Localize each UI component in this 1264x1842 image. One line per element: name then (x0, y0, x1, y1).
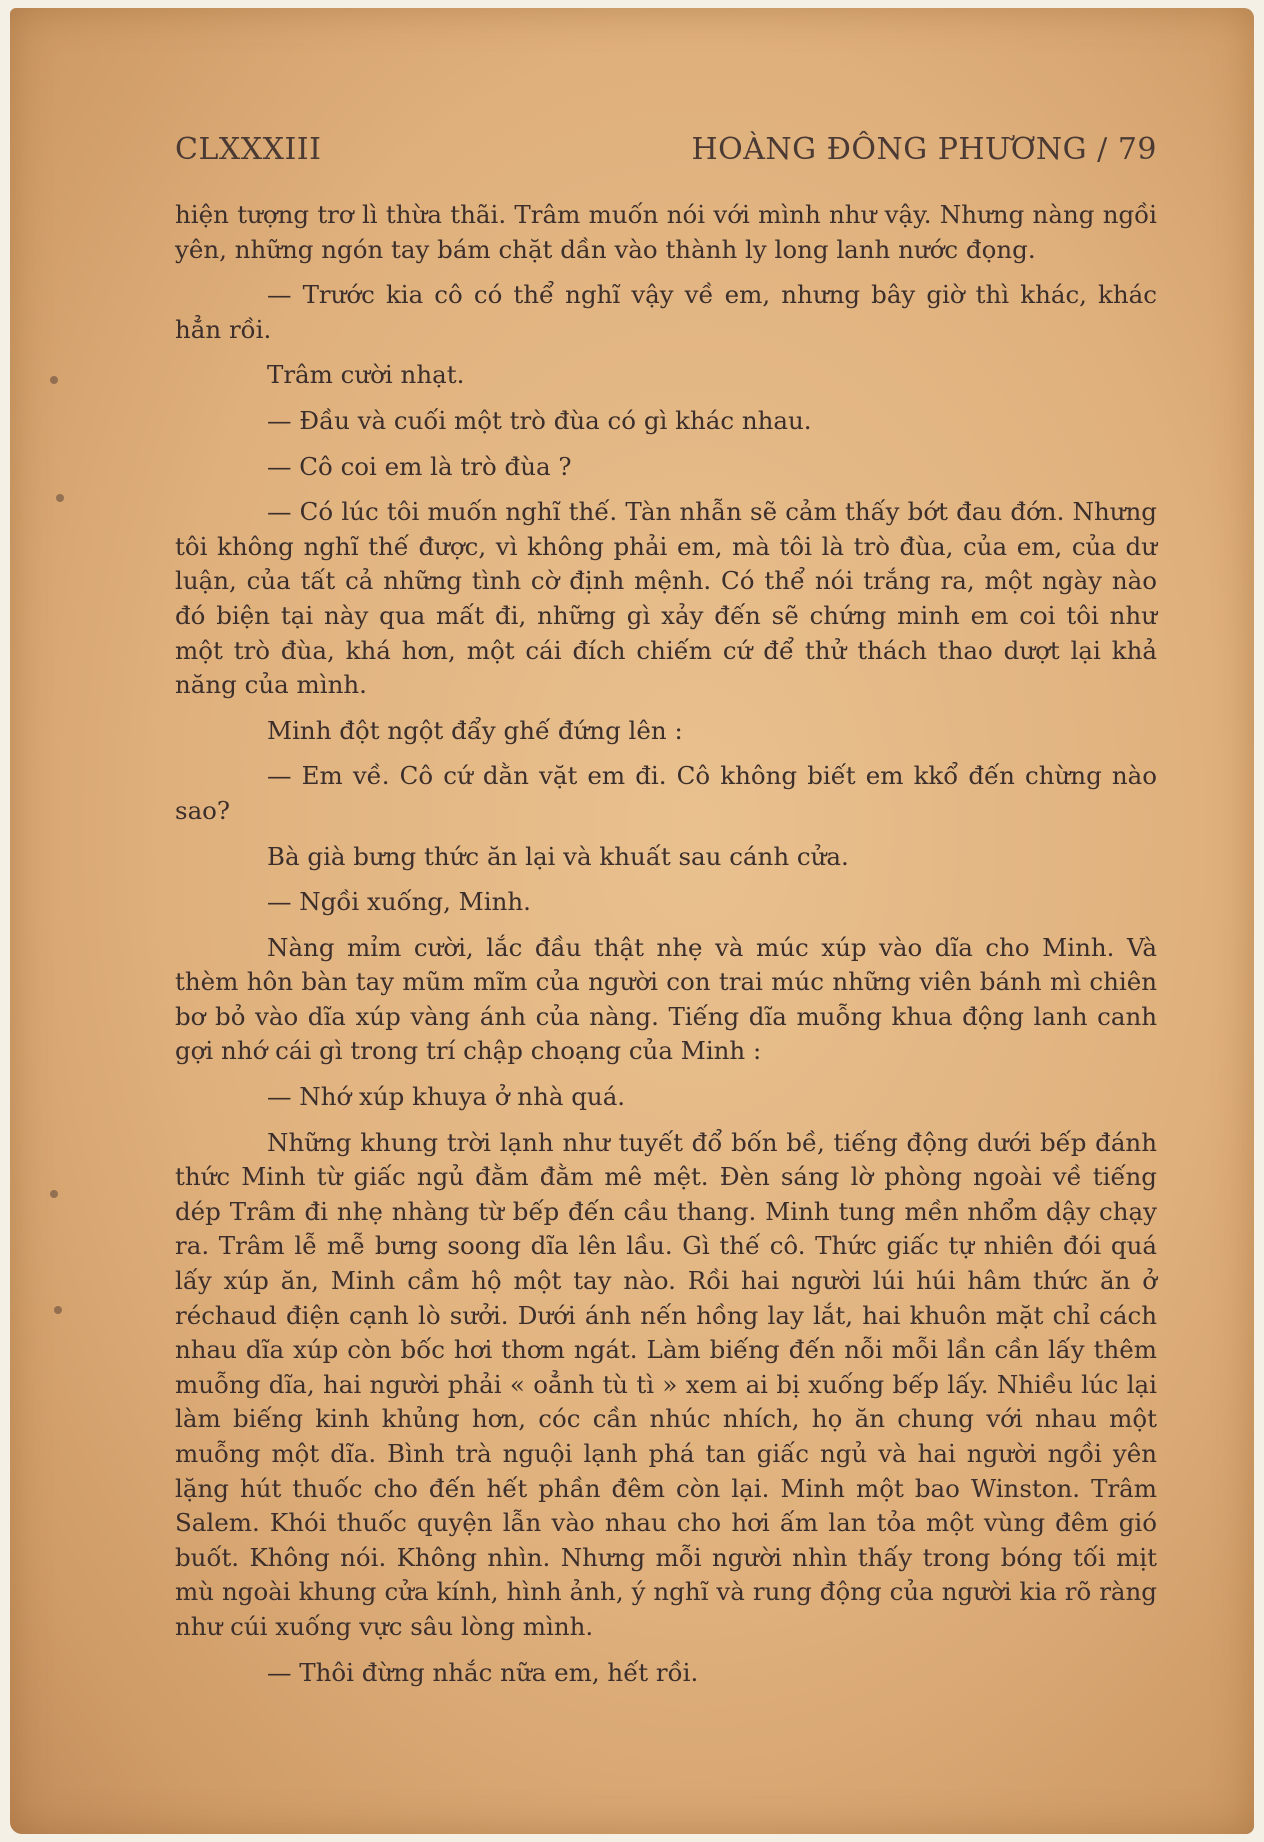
paragraph: — Đầu và cuối một trò đùa có gì khác nhau. (267, 405, 812, 435)
paragraph: — Thôi đừng nhắc nữa em, hết rồi. (267, 1657, 699, 1687)
ink-speck (54, 1306, 62, 1314)
paragraph: — Cô coi em là trò đùa ? (267, 451, 572, 481)
running-head (175, 126, 1157, 176)
paragraph: Trâm cười nhạt. (267, 360, 465, 390)
paragraph: hiện tượng trơ lì thừa thãi. Trâm muốn nói với mình như vậy. Nhưng nàng ngồi yên, những ngón tay bám chặt dần vào thành ly long lanh nước đọng. (175, 200, 1157, 264)
ink-speck (50, 376, 58, 384)
chapter-number: CLXXXIII (175, 132, 322, 167)
body-text (175, 198, 1157, 1701)
paragraph: — Nhớ xúp khuya ở nhà quá. (267, 1082, 626, 1112)
paragraph: — Có lúc tôi muốn nghĩ thế. Tàn nhẫn sẽ cảm thấy bớt đau đớn. Nhưng tôi không nghĩ thế được, vì không phải em, mà tôi là trò đùa, của em, của dư luận, của tất cả những tình cờ định mệnh. Có thể nói trắng ra, một ngày nào đó biện tại này qua mất đi, những gì xảy đến sẽ chứng minh em coi tôi như một trò đùa, khá hơn, một cái đích chiếm cứ để thử thách thao dượt lại khả năng của mình. (175, 497, 1157, 700)
paragraph: Minh đột ngột đẩy ghế đứng lên : (267, 715, 683, 745)
paragraph: — Trước kia cô có thể nghĩ vậy về em, nhưng bây giờ thì khác, khác hẳn rồi. (175, 280, 1157, 344)
paragraph: Bà già bưng thức ăn lại và khuất sau cánh cửa. (267, 841, 849, 871)
running-title: HOÀNG ĐÔNG PHƯƠNG / 79 (691, 132, 1157, 167)
paragraph: Những khung trời lạnh như tuyết đổ bốn bề, tiếng động dưới bếp đánh thức Minh từ giấc ngủ đằm đằm mê mệt. Đèn sáng lờ phòng ngoài về tiếng dép Trâm đi nhẹ nhàng từ bếp đến cầu thang. Minh tung mền nhổm dậy chạy ra. Trâm lễ mễ bưng soong dĩa lên lầu. Gì thế cô. Thức giấc tự nhiên đói quá lấy xúp ăn, Minh cầm hộ một tay nào. Rồi hai người lúi húi hâm thức ăn ở réchaud điện cạnh lò sưởi. Dưới ánh nến hồng lay lắt, hai khuôn mặt chỉ cách nhau dĩa xúp còn bốc hơi thơm ngát. Làm biếng đến nỗi mỗi lần cần lấy thêm muỗng dĩa, hai người phải « oẳnh tù tì » xem ai bị xuống bếp lấy. Nhiều lúc lại làm biếng kinh khủng hơn, cóc cần nhúc nhích, họ ăn chung với nhau một muỗng một dĩa. Bình trà nguội lạnh phá tan giấc ngủ và hai người ngồi yên lặng hút thuốc cho đến hết phần đêm còn lại. Minh một bao Winston. Trâm Salem. Khói thuốc quyện lẫn vào nhau cho hơi ấm lan tỏa một vùng đêm gió buốt. Không nói. Không nhìn. Nhưng mỗi người nhìn thấy trong bóng tối mịt mù ngoài khung cửa kính, hình ảnh, ý nghĩ và rung động của người kia rõ ràng như cúi xuống vực sâu lòng mình. (175, 1127, 1157, 1641)
paragraph: — Ngồi xuống, Minh. (267, 887, 531, 917)
paragraph: — Em về. Cô cứ dằn vặt em đi. Cô không biết em kkổ đến chừng nào sao? (175, 761, 1157, 825)
paragraph: Nàng mỉm cười, lắc đầu thật nhẹ và múc xúp vào dĩa cho Minh. Và thèm hôn bàn tay mũm mĩm của người con trai múc những viên bánh mì chiên bơ bỏ vào dĩa xúp vàng ánh của nàng. Tiếng dĩa muỗng khua động lanh canh gợi nhớ cái gì trong trí chập choạng của Minh : (175, 932, 1157, 1066)
ink-speck (56, 494, 64, 502)
ink-speck (50, 1190, 58, 1198)
book-page (10, 8, 1254, 1834)
